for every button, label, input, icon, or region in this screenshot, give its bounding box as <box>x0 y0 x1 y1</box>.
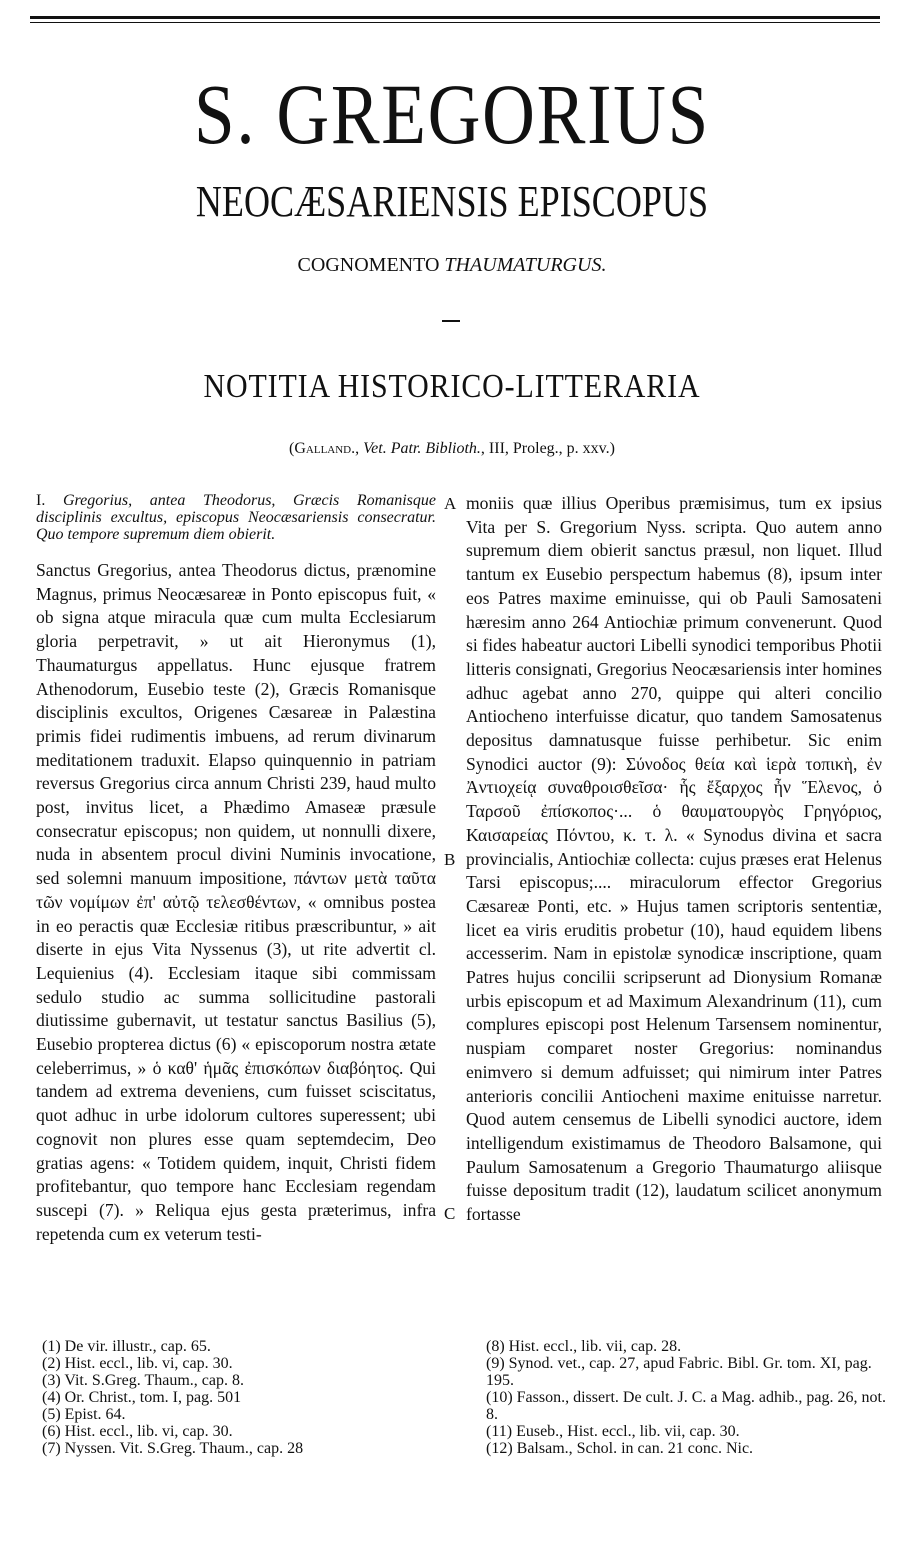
left-column <box>36 492 436 1246</box>
footnote: (7) Nyssen. Vit. S.Greg. Thaum., cap. 28 <box>42 1440 304 1457</box>
footnote: (2) Hist. eccl., lib. vi, cap. 30. <box>42 1355 233 1372</box>
top-rule-thick <box>30 16 880 19</box>
right-body-text: moniis quæ illius Operibus præmisimus, tum ex ipsius Vita per S. Gregorium Nyss. scripta. Quo autem anno supremum diem obierit sanctus præsul, non liquet. Illud tantum ex Eusebio perspectum habemus (8), ipsum inter eos Patres maxime eminuisse, qui ob Pauli Samosateni hæresim anno 264 Antiochiæ primum convenerunt. Quod si fides habeatur auctori Libelli synodici temporibus Photii litteris consignati, Gregorius Neocæsariensis inter homines adhuc agebat anno 270, quippe qui alteri concilio Antiocheno interfuisse dicatur, quo tandem Samosatenus depositus damnatusque fuisse perhibetur. Sic enim Synodici auctor (9): Σύνοδος θεία καὶ ἱερὰ τοπικὴ, ἐν Ἀντιοχείᾳ συναθροισθεῖσα· ἧς ἔξαρχος ἦν Ἕλενος, ὁ Ταρσοῦ ἐπίσκοπος·... ὁ θαυματουργὸς Γρηγόριος, Καισαρείας Πόντου, κ. τ. λ. « Synodus divina et sacra provincialis, Antiochiæ collecta: cujus præses erat Helenus Tarsi episcopus;.... miraculorum effector Gregorius Cæsareæ Ponti, etc. » Hujus tamen scriptoris sententiæ, licet ea viris eruditis probetur (10), haud equidem libens accesserim. Nam in epistolæ synodicæ inscriptione, quam Patres hujus concilii scripserunt ad Dionysium Romanæ urbis episcopum et ad Maximum Alexandrinum (11), cum complures episcopi post Helenum Tarsensem nominentur, nuspiam comparet noster Gregorius: nominandus enimvero si demum adfuisset; qui nimirum inter Patres anterioris concilii Antiocheni maxime enituisse narretur. Quod autem censemus de Libelli synodici auctore, idem intelligendum existimamus de Theodoro Balsamone, qui Paulum Samosatenum a Gregorio Thaumaturgo aliisque fuisse depositum tradit (12), laudatum scilicet anonymum fortasse <box>466 493 882 1225</box>
footnote: (11) Euseb., Hist. eccl., lib. vii, cap. 30. <box>486 1423 740 1440</box>
footnotes-left <box>42 1338 422 1457</box>
cognomen-line <box>0 254 904 277</box>
margin-letter-a: A <box>444 494 457 513</box>
headnote-text: Gregorius, antea Theodorus, Græcis Romanisque disciplinis excultus, episcopus Neocæsariensis consecratur. Quo tempore supremum diem obierit. <box>36 492 437 543</box>
subtitle: NEOCÆSARIENSIS EPISCOPUS <box>195 177 709 226</box>
footnote: (1) De vir. illustr., cap. 65. <box>42 1338 211 1355</box>
left-body-text: Sanctus Gregorius, antea Theodorus dictus, prænomine Magnus, primus Neocæsareæ in Ponto episcopus fuit, « ob signa atque miracula quæ cum multa Ecclesiarum gloria perpetravit, » ut ait Hieronymus (1), Thaumaturgus appellatus. Hunc ejusque fratrem Athenodorum, Eusebio teste (2), Græcis Romanisque disciplinis excultos, Origenes Cæsareæ in Palæstina primis fidei rudimentis imbuens, ad rerum divinarum meditationem traduxit. Elapso quinquennio in patriam reversus Gregorius circa annum Christi 239, haud multo post, invitus licet, a Phædimo Amaseæ præsule consecratur episcopus; non quidem, ut nonnulli dixere, nuda in absentem procul divini Numinis invocatione, sed solemni manuum impositione, πάντων μετὰ ταῦτα τῶν νομίμων ἐπ' αὐτῷ τελεσθέντων, « omnibus postea in eo peractis quæ Ecclesiæ ritibus præscribuntur, » ait diserte in ejus Vita Nyssenus (3), ut rite advertit cl. Lequienius (4). Ecclesiam itaque sibi commissam sedulo studio ac summa sollicitudine pastorali diutissime gubernavit, ut testatur sanctus Basilius (5), Eusebio propterea dictus (6) « episcoporum nostra ætate celeberrimus, » ὁ καθ' ἡμᾶς ἐπισκόπων διαβόητος. Qui tandem ad extrema deveniens, cum fuisset sciscitatus, quot adhuc in urbe idolorum cultores superessent; ubi cognovit non plures esse quam septemdecim, Deo gratias agens: « Totidem quidem, inquit, Christi fidem profitebantur, quo tempore hanc Ecclesiam regendam suscepi (7). » Reliqua ejus gesta præterimus, infra repetenda cum ex veterum testi- <box>36 560 436 1244</box>
right-column <box>466 492 882 1227</box>
footnote: (10) Fasson., dissert. De cult. J. C. a Mag. adhib., pag. 26, not. 8. <box>486 1389 886 1423</box>
footnote: (4) Or. Christ., tom. I, pag. 501 <box>42 1389 242 1406</box>
section-dash <box>442 320 460 322</box>
cognomen-name: THAUMATURGUS. <box>444 254 607 276</box>
headnote-number: I. <box>36 492 46 509</box>
footnote: (5) Epist. 64. <box>42 1406 126 1423</box>
footnote: (3) Vit. S.Greg. Thaum., cap. 8. <box>42 1372 244 1389</box>
top-rule-thin <box>30 22 880 23</box>
section-title: NOTITIA HISTORICO-LITTERARIA <box>203 368 701 405</box>
footnote: (8) Hist. eccl., lib. vii, cap. 28. <box>486 1338 682 1355</box>
footnote: (6) Hist. eccl., lib. vi, cap. 30. <box>42 1423 233 1440</box>
source-open: ( <box>289 440 295 457</box>
cognomen-prefix: COGNOMENTO <box>297 254 445 276</box>
headnote <box>36 492 436 543</box>
footnote: (12) Balsam., Schol. in can. 21 conc. Nic. <box>486 1440 754 1457</box>
footnotes-right <box>486 1338 886 1457</box>
source-citation: (Galland., Vet. Patr. Biblioth., III, Proleg., p. xxv.) <box>289 440 615 457</box>
page-title: S. GREGORIUS <box>194 66 710 162</box>
footnote: (9) Synod. vet., cap. 27, apud Fabric. Bibl. Gr. tom. XI, pag. 195. <box>486 1355 872 1389</box>
source-author: Galland. <box>294 440 356 457</box>
source-rest: , III, Proleg., p. xxv.) <box>480 440 615 457</box>
margin-letter-b: B <box>444 850 456 869</box>
margin-letter-c: C <box>444 1204 456 1223</box>
source-work: Vet. Patr. Biblioth. <box>363 440 481 457</box>
